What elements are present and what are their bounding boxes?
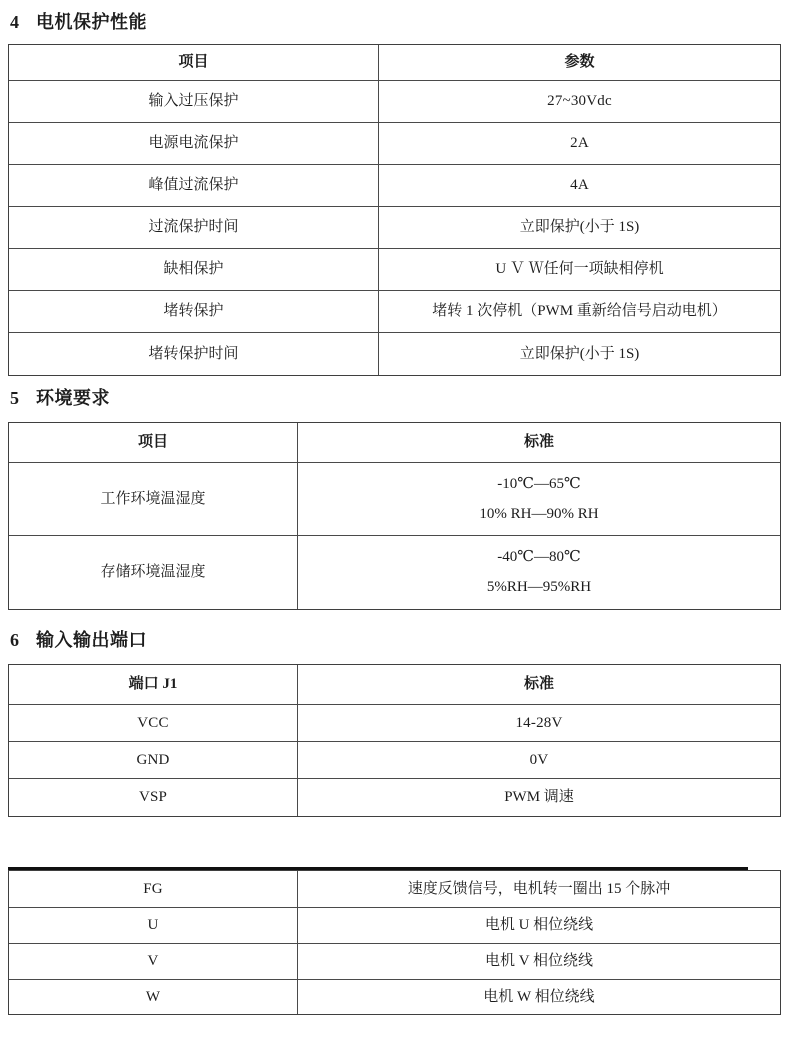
column-header: 端口 J1 [9, 665, 298, 704]
table-cell: W [9, 980, 298, 1014]
table-cell: 立即保护(小于 1S) [519, 219, 640, 236]
table-cell [298, 463, 780, 535]
table-header-row [9, 423, 780, 463]
table-cell: PWM 调速 [504, 789, 574, 806]
table-cell: 4A [570, 177, 589, 194]
column-header: 标准 [523, 676, 554, 693]
cell-line: 10% RH—90% RH [479, 505, 599, 522]
table-row [9, 249, 780, 291]
table-cell: FG [9, 871, 298, 907]
table-row [9, 980, 780, 1014]
section-heading-io-ports [10, 626, 147, 652]
table-cell: 立即保护(小于 1S) [519, 345, 640, 362]
motor-protection-table [8, 44, 781, 376]
table-cell: 电机 V 相位绕线 [484, 953, 594, 970]
table-cell: 堵转保护时间 [9, 333, 379, 375]
table-row [9, 871, 780, 908]
section-number: 6 [10, 630, 20, 650]
column-header: 参数 [564, 54, 595, 71]
section-number: 4 [10, 12, 20, 32]
table-cell: 过流保护时间 [9, 207, 379, 248]
section-title: 输入输出端口 [36, 630, 147, 650]
table-cell: U Ｖ Ｗ任何一项缺相停机 [495, 261, 664, 278]
table-cell: U [9, 908, 298, 943]
table-cell: V [9, 944, 298, 979]
table-cell: 峰值过流保护 [9, 165, 379, 206]
table-cell: 堵转保护 [9, 291, 379, 332]
table-cell: 输入过压保护 [9, 81, 379, 122]
column-header: 项目 [9, 423, 298, 462]
table-row [9, 908, 780, 944]
cell-line: -40℃—80℃ [497, 548, 581, 565]
table-row [9, 463, 780, 536]
table-row [9, 291, 780, 333]
table-row [9, 165, 780, 207]
section-heading-environment [10, 384, 110, 410]
table-cell: VSP [9, 779, 298, 816]
table-cell: 堵转 1 次停机（PWM 重新给信号启动电机） [432, 303, 727, 320]
table-cell: 0V [529, 751, 549, 768]
cell-line: 5%RH—95%RH [486, 579, 592, 596]
table-cell: VCC [9, 705, 298, 741]
table-cell: 电机 W 相位绕线 [483, 988, 595, 1005]
table-cell: 电源电流保护 [9, 123, 379, 164]
table-row [9, 123, 780, 165]
table-cell: 缺相保护 [9, 249, 379, 290]
io-ports-table [8, 664, 781, 817]
table-row [9, 536, 780, 609]
table-cell: 速度反馈信号，电机转一圈出 15 个脉冲 [407, 880, 671, 897]
section-number: 5 [10, 388, 20, 408]
table-row [9, 81, 780, 123]
table-row [9, 333, 780, 375]
table-cell: GND [9, 742, 298, 778]
section-title: 环境要求 [36, 388, 110, 408]
column-header: 标准 [523, 434, 554, 451]
table-cell: 工作环境温湿度 [9, 463, 298, 535]
table-cell [298, 536, 780, 609]
environment-table [8, 422, 781, 610]
table-cell: 27~30Vdc [547, 93, 612, 110]
table-header-row [9, 45, 780, 81]
table-row [9, 705, 780, 742]
cell-line: -10℃—65℃ [497, 475, 581, 492]
table-row [9, 944, 780, 980]
table-cell: 存储环境温湿度 [9, 536, 298, 609]
table-header-row [9, 665, 780, 705]
table-cell: 14-28V [515, 714, 563, 731]
table-row [9, 207, 780, 249]
section-title: 电机保护性能 [36, 12, 147, 32]
table-row [9, 742, 780, 779]
table-row [9, 779, 780, 816]
table-cell: 电机 U 相位绕线 [484, 917, 594, 934]
io-ports-table-continued [8, 870, 781, 1015]
section-heading-motor-protection [10, 8, 147, 34]
table-cell: 2A [570, 135, 589, 152]
column-header: 项目 [9, 45, 379, 80]
